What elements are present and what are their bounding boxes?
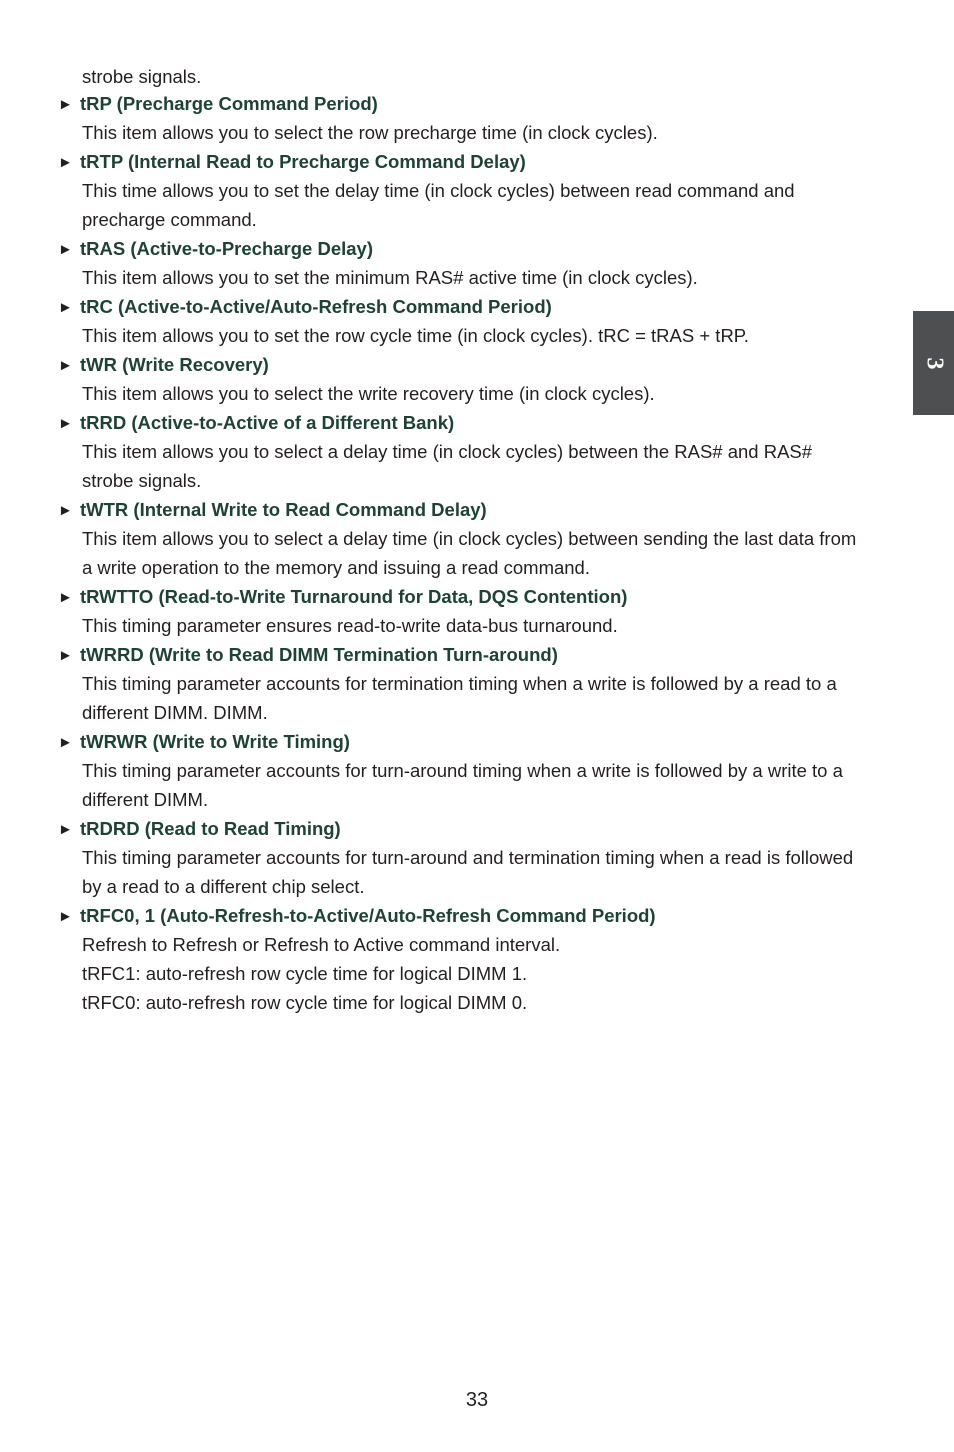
arrow-bullet-icon: ► — [58, 647, 73, 664]
description-line: This item allows you to select a delay time (in clock cycles) between the RAS# and RAS# — [82, 441, 813, 462]
item-title: tRDRD (Read to Read Timing) — [80, 818, 341, 839]
item-description — [82, 176, 908, 235]
item-title: tWR (Write Recovery) — [80, 354, 269, 375]
item-title: tRRD (Active-to-Active of a Different Bank) — [80, 412, 455, 433]
item-description — [82, 843, 908, 902]
item-description — [82, 930, 908, 1018]
item-title: tWRRD (Write to Read DIMM Termination Turn-around) — [80, 644, 558, 665]
description-line: strobe signals. — [82, 470, 202, 491]
arrow-bullet-icon: ► — [58, 357, 73, 374]
item-heading — [58, 351, 908, 379]
item-heading — [58, 583, 908, 611]
item-description — [82, 118, 908, 148]
item-description — [82, 669, 908, 728]
description-line: This timing parameter accounts for termination timing when a write is followed by a read to a — [82, 673, 837, 694]
arrow-bullet-icon: ► — [58, 96, 73, 113]
item-title: tRP (Precharge Command Period) — [80, 93, 378, 114]
intro-continuation: strobe signals. — [82, 66, 202, 87]
item-description — [82, 321, 908, 351]
description-line: tRFC0: auto-refresh row cycle time for logical DIMM 0. — [82, 992, 528, 1013]
chapter-tab — [913, 311, 954, 415]
description-line: This item allows you to set the minimum RAS# active time (in clock cycles). — [82, 267, 698, 288]
item-heading — [58, 148, 908, 176]
item-description — [82, 611, 908, 641]
description-line: This time allows you to set the delay time (in clock cycles) between read command and — [82, 180, 795, 201]
description-line: This item allows you to set the row cycle time (in clock cycles). tRC = tRAS + tRP. — [82, 325, 749, 346]
item-title: tRAS (Active-to-Precharge Delay) — [80, 238, 373, 259]
description-line: tRFC1: auto-refresh row cycle time for logical DIMM 1. — [82, 963, 528, 984]
description-line: This timing parameter ensures read-to-write data-bus turnaround. — [82, 615, 618, 636]
item-description — [82, 756, 908, 815]
page-number: 33 — [465, 1389, 489, 1411]
chapter-tab-label: 3 — [921, 357, 947, 369]
item-description — [82, 379, 908, 409]
arrow-bullet-icon: ► — [58, 821, 73, 838]
item-description — [82, 263, 908, 293]
arrow-bullet-icon: ► — [58, 589, 73, 606]
item-heading — [58, 496, 908, 524]
arrow-bullet-icon: ► — [58, 415, 73, 432]
item-title: tWTR (Internal Write to Read Command Delay) — [80, 499, 487, 520]
arrow-bullet-icon: ► — [58, 502, 73, 519]
description-line: by a read to a different chip select. — [82, 876, 365, 897]
item-heading — [58, 902, 908, 930]
item-description — [82, 437, 908, 496]
items-list — [58, 90, 908, 1018]
item-heading — [58, 815, 908, 843]
description-line: This timing parameter accounts for turn-around and termination timing when a read is followed — [82, 847, 854, 868]
description-line: This item allows you to select a delay time (in clock cycles) between sending the last data from — [82, 528, 857, 549]
item-heading — [58, 235, 908, 263]
description-line: This timing parameter accounts for turn-around timing when a write is followed by a write to a — [82, 760, 843, 781]
item-heading — [58, 728, 908, 756]
item-title: tRC (Active-to-Active/Auto-Refresh Command Period) — [80, 296, 552, 317]
item-description — [82, 524, 908, 583]
item-heading — [58, 641, 908, 669]
document-body — [58, 62, 908, 1018]
arrow-bullet-icon: ► — [58, 154, 73, 171]
description-line: a write operation to the memory and issuing a read command. — [82, 557, 590, 578]
arrow-bullet-icon: ► — [58, 908, 73, 925]
description-line: This item allows you to select the write recovery time (in clock cycles). — [82, 383, 655, 404]
item-heading — [58, 293, 908, 321]
arrow-bullet-icon: ► — [58, 241, 73, 258]
description-line: different DIMM. DIMM. — [82, 702, 268, 723]
item-heading — [58, 409, 908, 437]
item-title: tWRWR (Write to Write Timing) — [80, 731, 350, 752]
arrow-bullet-icon: ► — [58, 299, 73, 316]
description-line: precharge command. — [82, 209, 257, 230]
description-line: Refresh to Refresh or Refresh to Active command interval. — [82, 934, 561, 955]
item-title: tRFC0, 1 (Auto-Refresh-to-Active/Auto-Refresh Command Period) — [80, 905, 656, 926]
item-title: tRWTTO (Read-to-Write Turnaround for Data, DQS Contention) — [80, 586, 628, 607]
item-title: tRTP (Internal Read to Precharge Command Delay) — [80, 151, 526, 172]
description-line: different DIMM. — [82, 789, 209, 810]
item-heading — [58, 90, 908, 118]
arrow-bullet-icon: ► — [58, 734, 73, 751]
description-line: This item allows you to select the row precharge time (in clock cycles). — [82, 122, 658, 143]
